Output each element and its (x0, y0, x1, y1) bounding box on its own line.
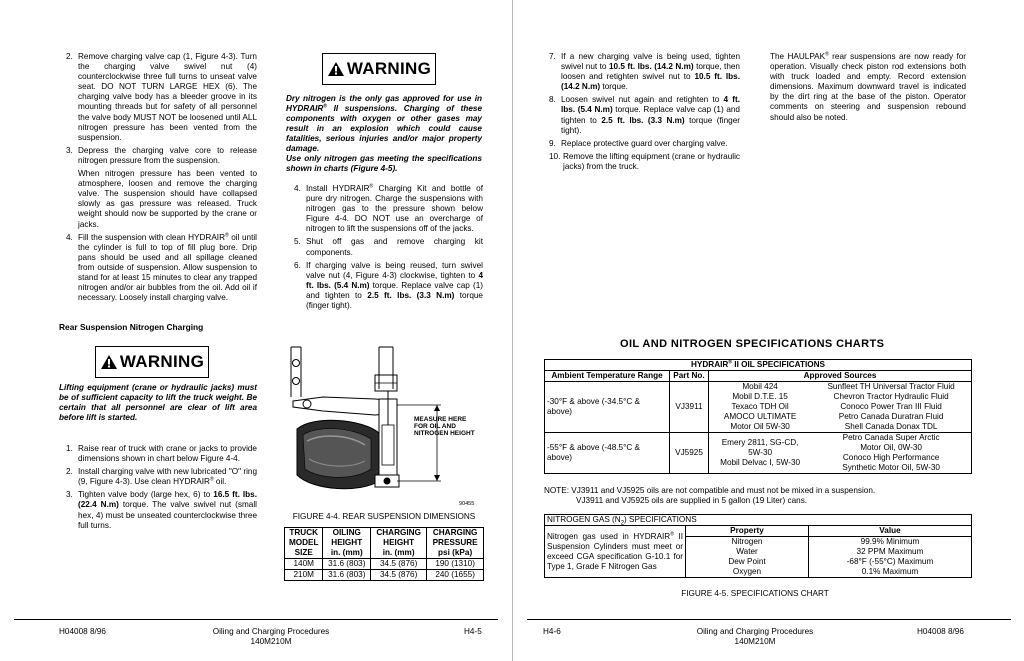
table-cell: 34.5 (876) (371, 570, 427, 581)
oil-table-header-row (545, 371, 972, 382)
table-cell: -30°F & above (-34.5°C & above) (545, 382, 670, 433)
table-cell: 34.5 (876) (371, 559, 427, 570)
figure-number: 90455 (459, 501, 475, 507)
table-cell: 210M (285, 570, 323, 581)
figure-4-5-caption: FIGURE 4-5. SPECIFICATIONS CHART (681, 589, 829, 598)
table-cell: 31.6 (803) (323, 559, 371, 570)
table-cell: VJ5925 (670, 433, 709, 474)
nitrogen-spec-table (544, 514, 972, 578)
step-7 (549, 52, 740, 92)
table-cell: 190 (1310) (427, 559, 484, 570)
figure-label: NITROGEN HEIGHT (414, 430, 475, 437)
step-text: Tighten valve body (large hex, 6) to 16.5 ft. lbs. (22.4 N.m) torque. The valve swivel nut (small hex, 4) must be unseated counterclockwise three full turns. (78, 490, 257, 530)
footer-doc-number: H04008 8/96 (917, 627, 964, 636)
figure-4-4-caption: FIGURE 4-4. REAR SUSPENSION DIMENSIONS (292, 512, 476, 521)
step-text: Fill the suspension with clean HYDRAIR® oil until the cylinder is full to top of fill plug bore. Drip pans should be used and all spillage cleaned from outside of suspension. Allow suspension to stand for at least 15 minutes to clear any trapped nitrogen and/or air bubbles from the oil. Add oil if necessary. Loosely install charging valve. (78, 231, 257, 303)
note-line: VJ3911 and VJ5925 oils are supplied in 5 gallon (19 Liter) cans. (576, 496, 808, 505)
note-line: NOTE: VJ3911 and VJ5925 oils are not compatible and must not be mixed in a suspension. (544, 486, 876, 495)
table-cell: Mobil 424 Mobil D.T.E. 15 Texaco TDH Oil AMOCO ULTIMATE Motor Oil 5W-30 (709, 382, 812, 433)
table-cell: 240 (1655) (427, 570, 484, 581)
gas-spec-description: Nitrogen gas used in HYDRAIR® II Suspension Cylinders must meet or exceed CGA specification G-10.1 for Type 1, Grade F Nitrogen Gas (545, 526, 686, 578)
step-text: Install charging valve with new lubricated "O" ring (9, Figure 4-3). Use clean HYDRAIR® oil. (78, 467, 257, 487)
footer-rule (527, 619, 1011, 620)
header-property: Property (686, 526, 809, 537)
footer-page-number: H4-5 (464, 627, 482, 636)
step-number: 3. (66, 145, 73, 155)
gas-table-title-row (545, 515, 972, 526)
oil-table-title: HYDRAIR® II OIL SPECIFICATIONS (545, 360, 972, 371)
figure-label: FOR OIL AND (414, 423, 456, 430)
table-cell: 0.1% Maximum (809, 567, 972, 578)
oil-table-title-row (545, 360, 972, 371)
header-oiling-height: OILING HEIGHT in. (mm) (323, 528, 371, 559)
right-column-1 (549, 52, 740, 175)
step-number: 2. (66, 467, 73, 477)
step-number: 9. (549, 138, 556, 148)
footer-doc-number: H04008 8/96 (59, 627, 106, 636)
step-9 (549, 139, 740, 149)
step-number: 3. (66, 490, 73, 500)
table-cell: Dew Point (686, 557, 809, 567)
step-number: 4. (66, 232, 73, 242)
footer-page-number: H4-6 (543, 627, 561, 636)
table-cell: Oxygen (686, 567, 809, 578)
table-cell: 140M (285, 559, 323, 570)
table-cell: 31.6 (803) (323, 570, 371, 581)
table-cell: VJ3911 (670, 382, 709, 433)
step-text: Remove charging valve cap (1, Figure 4-3). Turn the charging valve swivel nut (4) counterclockwise three full turns to unseat valve seat. DO NOT TURN LARGE HEX (6). The charging valve body has a bleeder groove in its mounting threads but for safety of all personnel the valve body MUST NOT be loosened until ALL nitrogen pressure has been vented from the suspension. (78, 52, 257, 142)
step-number: 1. (66, 444, 73, 453)
table-cell: Sunfleet TH Universal Tractor Fluid Chevron Tractor Hydraulic Fluid Conoco Power Tran III Fluid Petro Canada Duratran Fluid Shell Canada Donax TDL (811, 382, 971, 433)
table-cell: Nitrogen (686, 537, 809, 548)
gas-table-header-row (545, 526, 972, 537)
header-part-no: Part No. (670, 371, 709, 382)
gas-table-title: NITROGEN GAS $(N_2)$ SPECIFICATIONS (545, 515, 972, 526)
step-text: If a new charging valve is being used, tighten swivel nut to 10.5 ft. lbs. (14.2 N.m) torque, then loosen and retighten swivel nut to 10.5 ft. lbs. (14.2 N.m) torque. (561, 52, 740, 92)
step-number: 8. (549, 95, 556, 105)
header-charging-pressure: CHARGING PRESSURE psi (kPa) (427, 528, 484, 559)
header-value: Value (809, 526, 972, 537)
table-cell: 99.9% Minimum (809, 537, 972, 548)
oil-note (544, 486, 972, 506)
warning-text-lift: Lifting equipment (crane or hydraulic jacks) must be of sufficient capacity to lift the truck weight. Be certain that all personnel are clear of lift area before lift is started. (59, 383, 257, 422)
step-text: If charging valve is being reused, turn swivel valve nut (4, Figure 4-3) clockwise, tighten to 4 ft. lbs. (5.4 N.m) torque. Replace valve cap (1) and tighten to 2.5 ft. lbs. (3.3 N.m) torque (finger tight). (306, 260, 483, 311)
step-text: Depress the charging valve core to release nitrogen pressure from the suspension. (78, 145, 257, 165)
warning-text-nitrogen: Dry nitrogen is the only gas approved for use in HYDRAIR® II suspensions. Charging of these components with oxygen or other gases may result in an explosion which could cause fatalities, serious injuries and/or major property damage. Use only nitrogen gas meeting the specifications shown in charts (Figure 4-5). (286, 94, 482, 173)
step-text: Raise rear of truck with crane or jacks to provide dimensions shown in chart below Figure 4-4. (78, 444, 257, 464)
step-number: 4. (294, 184, 301, 193)
table-row (545, 382, 972, 433)
step-text: Install HYDRAIR® Charging Kit and bottle of pure dry nitrogen. Charge the suspensions with nitrogen gas to the pressure shown below Figure 4-4. DO NOT use an overcharge of nitrogen to lift the suspensions off of the jacks. (306, 183, 483, 234)
step-text: Remove the lifting equipment (crane or hydraulic jacks) from the truck. (563, 151, 740, 171)
header-truck-model: TRUCK MODEL SIZE (285, 528, 323, 559)
table-row (545, 433, 972, 474)
step-number: 2. (66, 52, 73, 61)
spec-charts-title: OIL AND NITROGEN SPECIFICATIONS CHARTS (620, 338, 885, 350)
table-cell: -68°F (-55°C) Maximum (809, 557, 972, 567)
oil-spec-table (544, 359, 972, 474)
right-column-2: The HAULPAK® rear suspensions are now ready for operation. Visually check piston rod extensions both with truck loaded and empty. Record extension dimensions. Maximum downward travel is indicated by the dirt ring at the base of the piston. Operator comments on steering and suspension rebound should also be noted. (770, 51, 966, 122)
footer-title: Oiling and Charging Procedures 140M210M (696, 627, 814, 646)
step-10 (549, 152, 740, 172)
header-charging-height: CHARGING HEIGHT in. (mm) (371, 528, 427, 559)
table-cell: 32 PPM Maximum (809, 547, 972, 557)
footer-title: Oiling and Charging Procedures 140M210M (212, 627, 330, 646)
header-approved-sources: Approved Sources (709, 371, 972, 382)
step-text: Loosen swivel nut again and retighten to 4 ft. lbs. (5.4 N.m) torque. Replace valve cap (1) and tighten to 2.5 ft. lbs. (3.3 N.m) torque (finger tight). (561, 95, 741, 135)
step-number: 7. (549, 52, 556, 61)
step-number: 5. (294, 237, 301, 247)
table-cell: Emery 2811, SG-CD, 5W-30 Mobil Delvac I, 5W-30 (709, 433, 812, 474)
table-cell: -55°F & above (-48.5°C & above) (545, 433, 670, 474)
section-heading: Rear Suspension Nitrogen Charging (59, 322, 204, 332)
step-text: Shut off gas and remove charging kit components. (306, 237, 483, 257)
step-number: 6. (294, 260, 301, 270)
figure-label: MEASURE HERE (414, 416, 467, 423)
step-8 (549, 95, 740, 135)
step-3-note: When nitrogen pressure has been vented to atmosphere, loosen and remove the charging valve. The suspension should have collapsed slowly as gas pressure was released. Truck weight should now be supported by the crane or jacks. (78, 169, 257, 229)
table-cell: Petro Canada Super Arctic Motor Oil, 0W-30 Conoco High Performance Synthetic Motor Oil, 5W-30 (811, 433, 971, 474)
table-cell: Water (686, 547, 809, 557)
step-number: 10. (549, 151, 561, 161)
warning-label: WARNING (346, 59, 432, 78)
step-text: Replace protective guard over charging valve. (561, 138, 728, 148)
header-temp-range: Ambient Temperature Range (545, 371, 670, 382)
warning-label: WARNING (119, 352, 205, 371)
